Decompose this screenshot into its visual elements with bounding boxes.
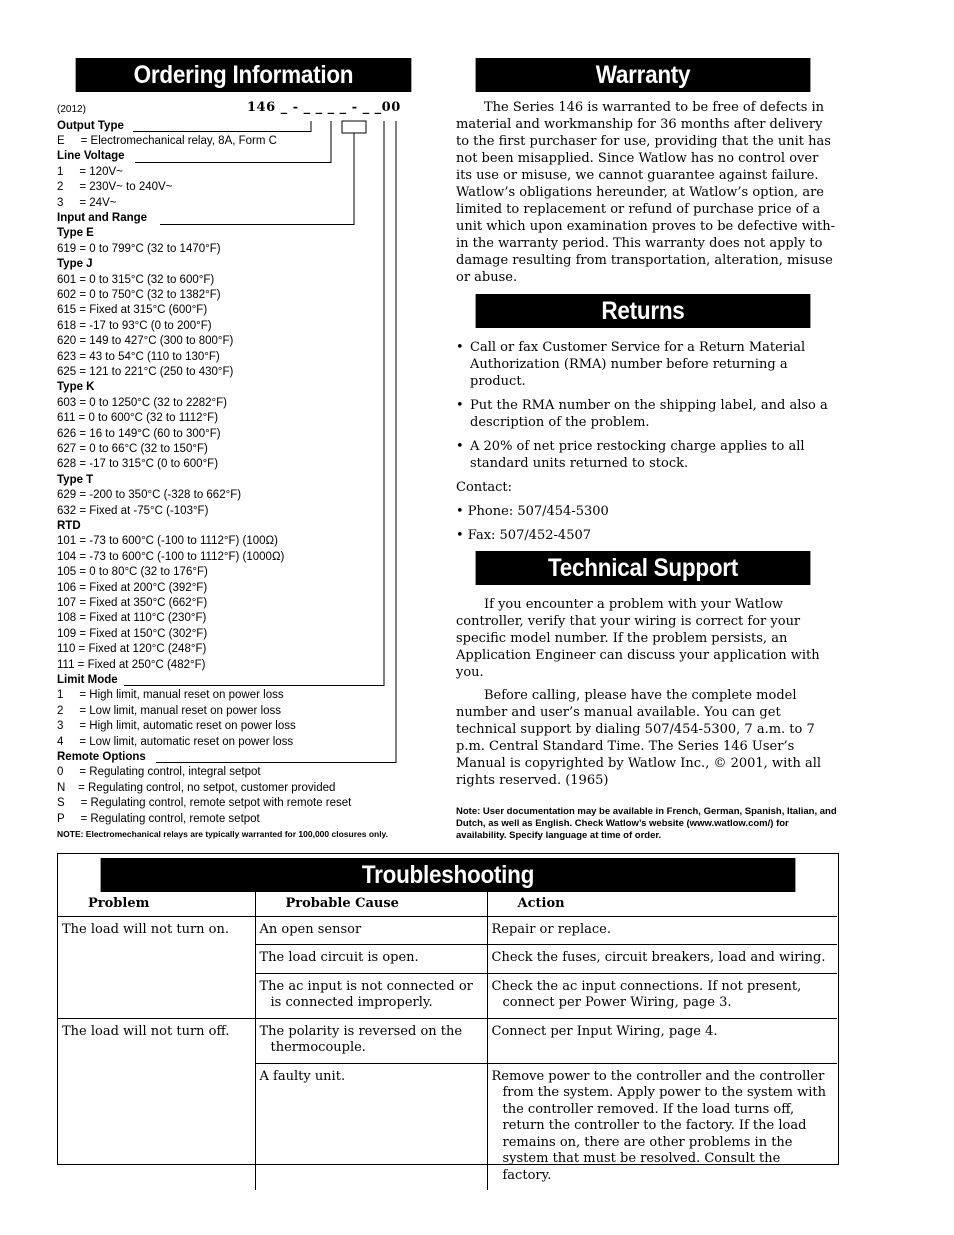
option-group-label: Input and Range — [57, 211, 148, 224]
table-row — [58, 945, 837, 974]
language-availability-note: Note: User documentation may be available in French, German, Spanish, Italian, and Dutch, as well as English. Check Watlow’s website (www.watlow.com/) for availability. Specify language at time of order. — [456, 806, 837, 841]
table-row — [58, 916, 837, 945]
option-item: 611 = 0 to 600°C (32 to 1112°F) — [57, 412, 219, 425]
returns-bullet-list — [456, 339, 838, 472]
action-cell: Check the fuses, circuit breakers, load and wiring. — [487, 945, 837, 974]
option-item: 615 = Fixed at 315°C (600°F) — [57, 304, 208, 317]
option-item: 2 = Low limit, manual reset on power loss — [57, 704, 282, 717]
tech-support-paragraph-2: Before calling, please have the complete model number and user’s manual available. You can get technical support by dialing 507/454-5300, 7 a.m. to 7 p.m. Central Standard Time. The Series 146 User’s Manual is copyrighted by Watlow Inc., © 2001, with all rights reserved. (1965) — [456, 688, 822, 788]
header-action: Action — [487, 892, 837, 916]
option-item: 625 = 121 to 221°C (250 to 430°F) — [57, 365, 234, 378]
warranty-text: The Series 146 is warranted to be free of defects in material and workmanship for 36 months after delivery to the first purchaser for use, providing that the unit has not been misapplied. Since Watlow has no control over its use or misuse, we cannot guarantee against failure. Watlow’s obligations hereunder, at Watlow’s option, are limited to replacement or refund of purchase price of a unit which upon examination proves to be defective with-in the warranty period. This warranty does not apply to damage resulting from transportation, alteration, misuse or abuse. — [456, 100, 835, 285]
option-item: 4 = Low limit, automatic reset on power loss — [57, 735, 294, 748]
option-item: S = Regulating control, remote setpot with remote reset — [57, 797, 352, 810]
header-probable-cause: Probable Cause — [255, 892, 487, 916]
table-row — [58, 1063, 837, 1190]
cause-cell: The load circuit is open. — [255, 945, 487, 974]
model-code: 146 _ - _ _ _ _ - _ _00 — [247, 100, 401, 115]
contact-phone: • Phone: 507/454-5300 — [456, 504, 609, 519]
option-item: E = Electromechanical relay, 8A, Form C — [57, 134, 277, 147]
header-problem: Problem — [58, 892, 255, 916]
option-item: 601 = 0 to 315°C (32 to 600°F) — [57, 273, 215, 286]
troubleshooting-table — [58, 892, 837, 1190]
option-group-label: Line Voltage — [57, 150, 125, 163]
problem-cell: The load will not turn off. — [58, 1018, 255, 1063]
option-item: 623 = 43 to 54°C (110 to 130°F) — [57, 350, 220, 363]
option-group-label: Type T — [57, 473, 94, 486]
option-group-label: Limit Mode — [57, 673, 118, 686]
table-row — [58, 973, 837, 1018]
option-item: 619 = 0 to 799°C (32 to 1470°F) — [57, 242, 221, 255]
table-row — [58, 1018, 837, 1063]
action-cell: Check the ac input connections. If not present, connect per Power Wiring, page 3. — [487, 973, 837, 1018]
option-item: P = Regulating control, remote setpot — [57, 812, 260, 825]
option-item: 111 = Fixed at 250°C (482°F) — [57, 658, 206, 671]
returns-heading: Returns — [476, 294, 811, 328]
option-item: N = Regulating control, no setpot, customer provided — [57, 781, 336, 794]
option-item: 107 = Fixed at 350°C (662°F) — [57, 596, 208, 609]
option-item: 629 = -200 to 350°C (-328 to 662°F) — [57, 489, 242, 502]
option-group-label: Output Type — [57, 119, 124, 132]
option-item: 627 = 0 to 66°C (32 to 150°F) — [57, 442, 208, 455]
cause-cell: The ac input is not connected or is connected improperly. — [255, 973, 487, 1018]
option-group-label: Remote Options — [57, 750, 146, 763]
option-item: 1 = High limit, manual reset on power loss — [57, 689, 284, 702]
option-item: 632 = Fixed at -75°C (-103°F) — [57, 504, 209, 517]
option-group-label: Type K — [57, 381, 95, 394]
cause-cell: A faulty unit. — [255, 1063, 487, 1190]
returns-bullet: • Call or fax Customer Service for a Return Material Authorization (RMA) number before returning a product. — [456, 339, 838, 390]
option-item: 620 = 149 to 427°C (300 to 800°F) — [57, 335, 234, 348]
cause-cell: The polarity is reversed on the thermocouple. — [255, 1018, 487, 1063]
warranty-heading: Warranty — [476, 58, 811, 92]
troubleshooting-heading: Troubleshooting — [101, 858, 796, 892]
option-group-label: Type J — [57, 258, 93, 271]
option-item: 106 = Fixed at 200°C (392°F) — [57, 581, 208, 594]
table-header-row — [58, 892, 837, 916]
ordering-information-heading: Ordering Information — [76, 58, 412, 92]
option-item: 105 = 0 to 80°C (32 to 176°F) — [57, 566, 208, 579]
option-item: 602 = 0 to 750°C (32 to 1382°F) — [57, 288, 221, 301]
technical-support-heading: Technical Support — [476, 551, 811, 585]
option-item: 104 = -73 to 600°C (-100 to 1112°F) (1000Ω) — [57, 550, 285, 563]
option-item: 108 = Fixed at 110°C (230°F) — [57, 612, 207, 625]
tech-support-paragraph-1: If you encounter a problem with your Watlow controller, verify that your wiring is correct for your specific model number. If the problem persists, an Application Engineer can discuss your application with you. — [456, 597, 820, 680]
option-item: 109 = Fixed at 150°C (302°F) — [57, 627, 208, 640]
option-item: 628 = -17 to 315°C (0 to 600°F) — [57, 458, 219, 471]
option-item: 110 = Fixed at 120°C (248°F) — [57, 643, 207, 656]
option-item: 0 = Regulating control, integral setpot — [57, 766, 261, 779]
option-item: 101 = -73 to 600°C (-100 to 1112°F) (100Ω) — [57, 535, 278, 548]
returns-bullet: • Put the RMA number on the shipping label, and also a description of the problem. — [456, 397, 838, 431]
option-item: 1 = 120V~ — [57, 165, 123, 178]
option-item: 618 = -17 to 93°C (0 to 200°F) — [57, 319, 212, 332]
problem-cell: The load will not turn on. — [62, 921, 229, 937]
option-group-label: Type E — [57, 227, 94, 240]
ordering-information-section — [57, 100, 432, 845]
contact-fax: • Fax: 507/452-4507 — [456, 528, 592, 543]
cause-cell: An open sensor — [255, 916, 487, 945]
returns-bullet: • A 20% of net price restocking charge applies to all standard units returned to stock. — [456, 438, 838, 472]
problem-cell — [58, 973, 255, 1018]
action-cell: Remove power to the controller and the controller from the system. Apply power to the system with the controller removed. If the load turns off, return the controller to the factory. If the load remains on, there are other problems in the system that must be resolved. Consult the factory. — [487, 1063, 837, 1190]
action-cell: Repair or replace. — [487, 916, 837, 945]
option-item: 626 = 16 to 149°C (60 to 300°F) — [57, 427, 221, 440]
contact-label: Contact: — [456, 480, 513, 495]
option-item: 3 = High limit, automatic reset on power loss — [57, 720, 296, 733]
option-group-label: RTD — [57, 519, 81, 532]
returns-section — [456, 339, 838, 551]
ordering-note: NOTE: Electromechanical relays are typically warranted for 100,000 closures only. — [57, 829, 389, 839]
troubleshooting-section — [57, 853, 839, 1183]
option-item: 3 = 24V~ — [57, 196, 117, 209]
option-item: 603 = 0 to 1250°C (32 to 2282°F) — [57, 396, 227, 409]
problem-cell — [58, 1063, 255, 1190]
code-revision-tag: (2012) — [57, 104, 86, 115]
option-item: 2 = 230V~ to 240V~ — [57, 181, 173, 194]
problem-cell — [58, 945, 255, 974]
action-cell: Connect per Input Wiring, page 4. — [487, 1018, 837, 1063]
